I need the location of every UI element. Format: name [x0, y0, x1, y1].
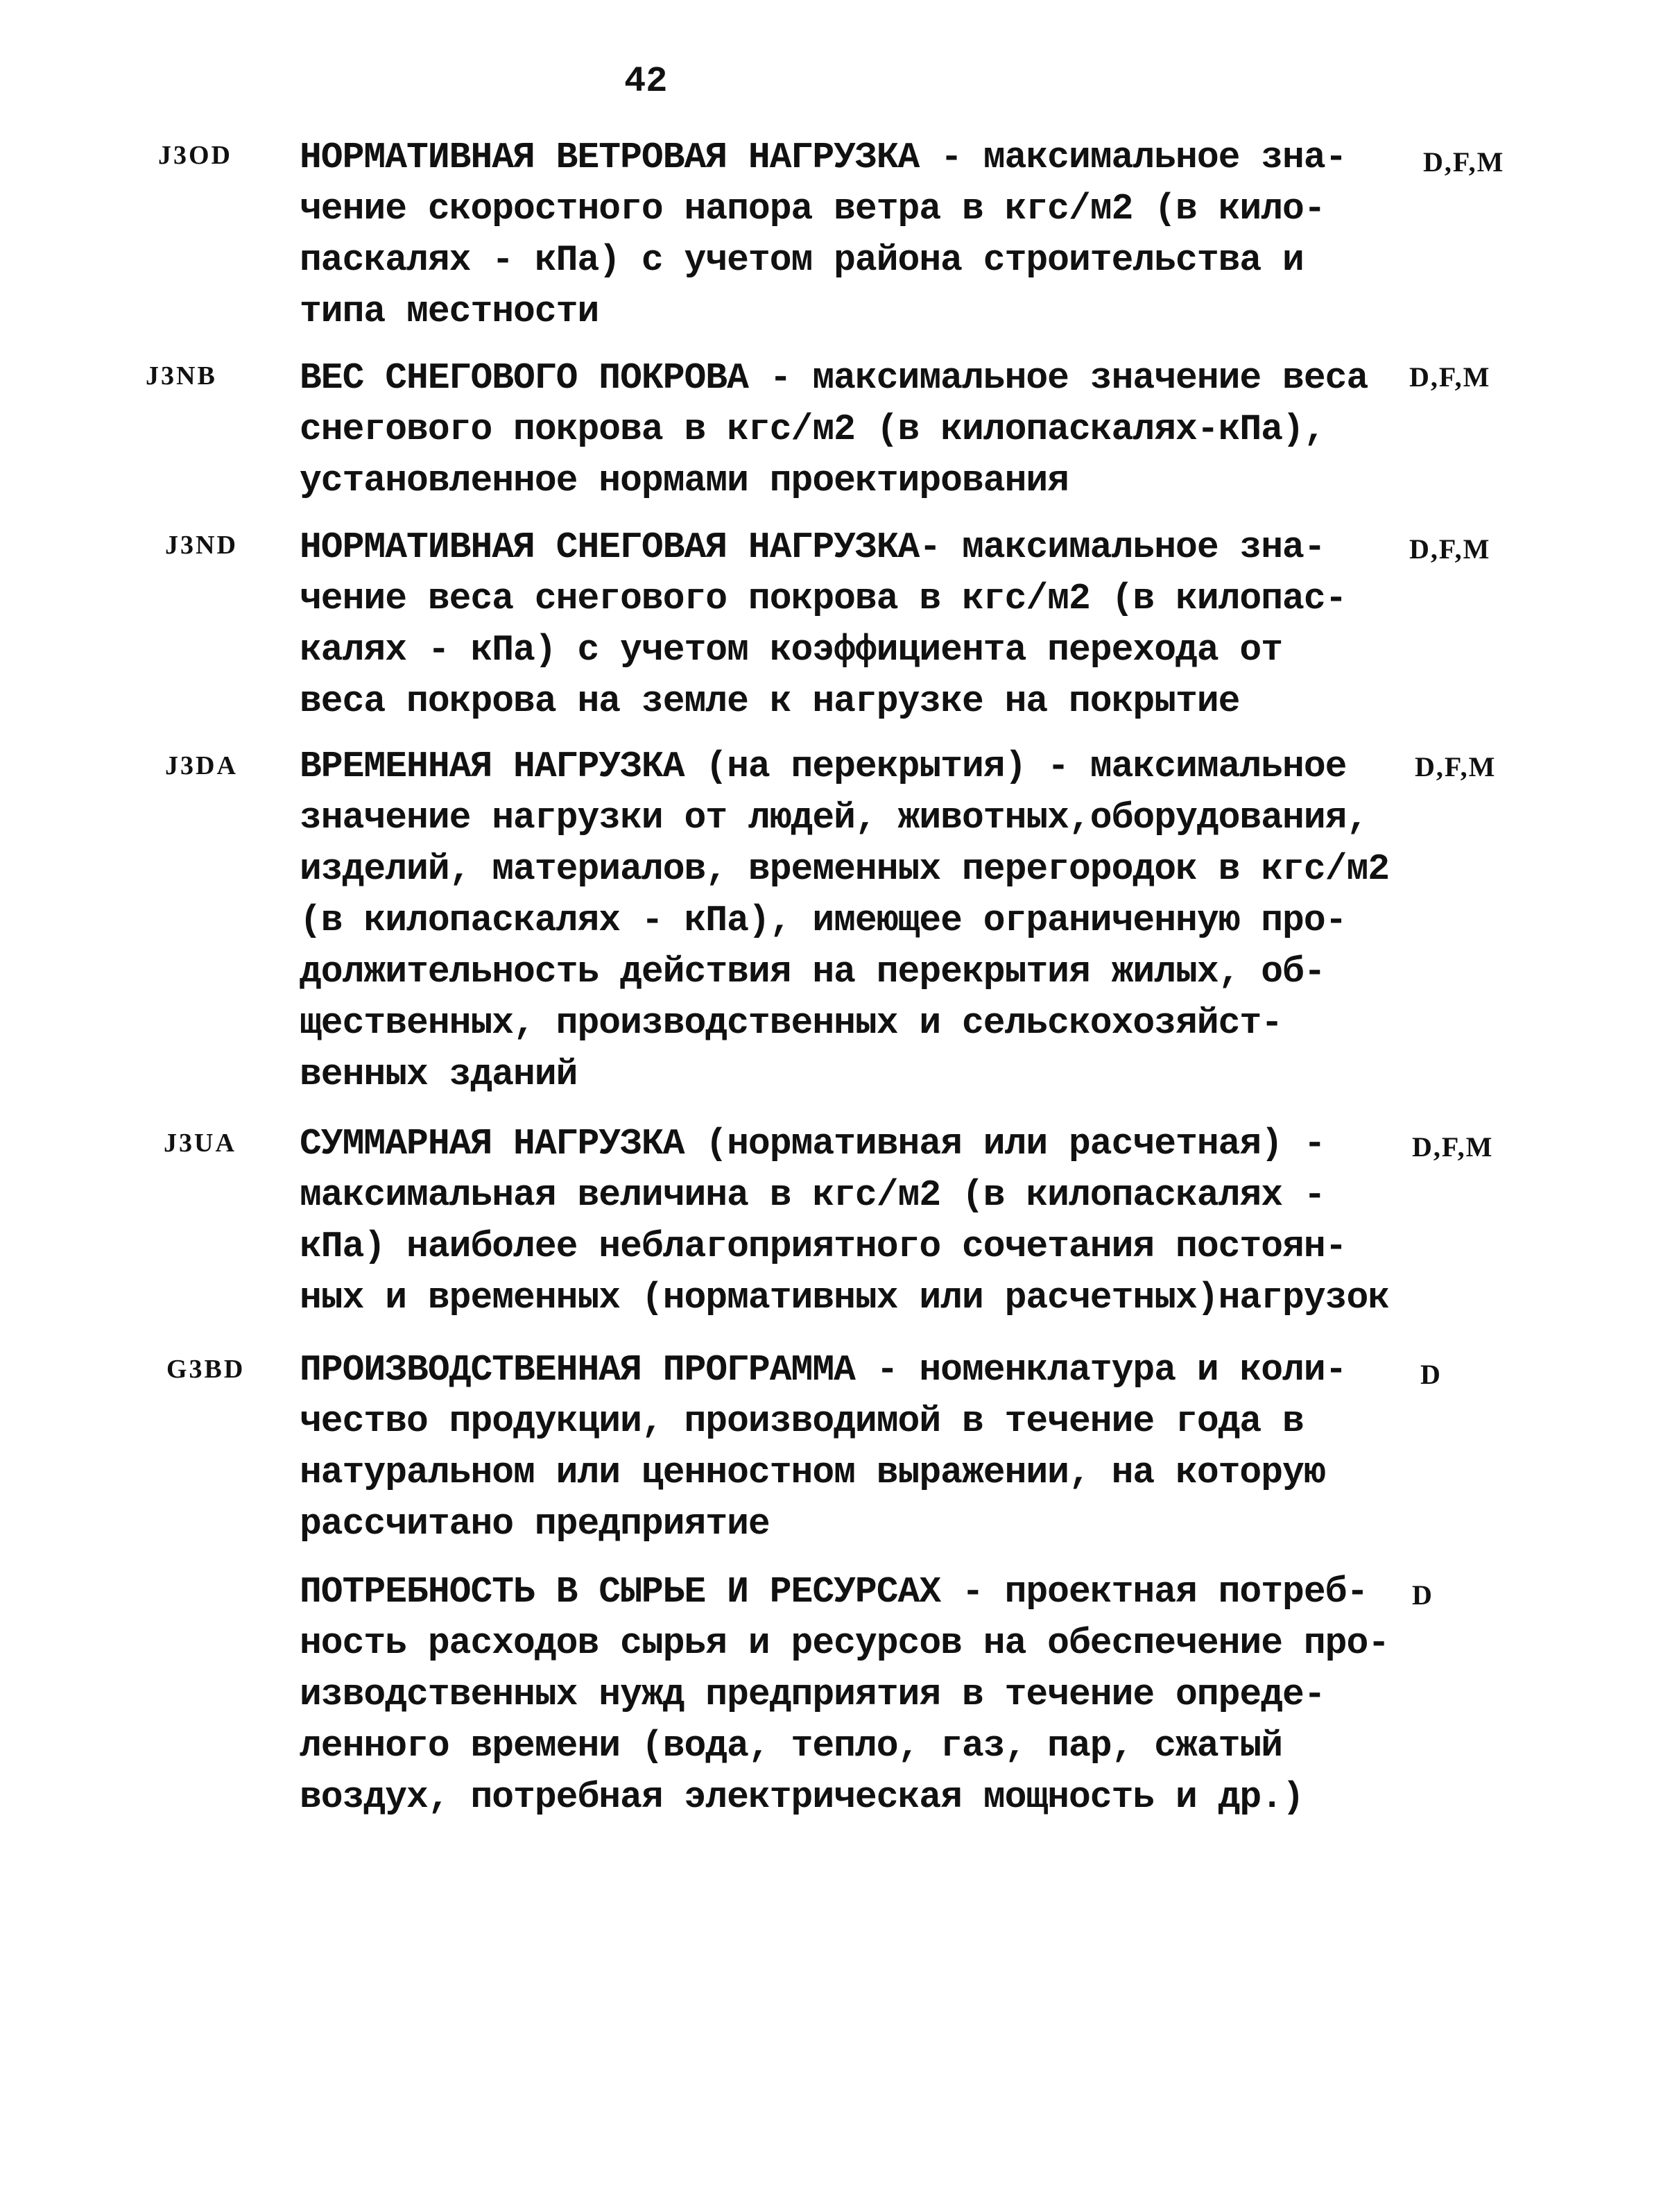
description-line: должительность действия на перекрытия жилых, об- — [300, 951, 1325, 993]
description-line: значение нагрузки от людей, животных,оборудования, — [300, 797, 1368, 839]
description-line: типа местности — [300, 291, 599, 332]
entry-description — [300, 352, 1423, 506]
description-line: паскалях - кПа) с учетом района строительства и — [300, 239, 1304, 281]
description-line: изделий, материалов, временных перегородок в кгс/м2 — [300, 848, 1390, 890]
entry-flags: D,F,M — [1415, 751, 1497, 782]
description-line: СУММАРНАЯ НАГРУЗКА (нормативная или расчетная) - — [300, 1123, 1325, 1165]
entry-description — [300, 522, 1423, 727]
description-line: ных и временных (нормативных или расчетных)нагрузок — [300, 1277, 1390, 1319]
description-line: веса покрова на земле к нагрузке на покрытие — [300, 680, 1240, 722]
description-line: чение веса снегового покрова в кгс/м2 (в килопас- — [300, 578, 1347, 619]
description-line: ВЕС СНЕГОВОГО ПОКРОВА - максимальное значение веса — [300, 357, 1368, 399]
entry-description — [300, 132, 1423, 337]
entry-flags: D,F,M — [1409, 361, 1491, 393]
description-line: снегового покрова в кгс/м2 (в килопаскалях-кПа), — [300, 409, 1325, 450]
entry-code: J3DA — [165, 751, 238, 780]
entry-description — [300, 1566, 1423, 1823]
description-line: калях - кПа) с учетом коэффициента перехода от — [300, 629, 1283, 671]
entry-flags: D,F,M — [1423, 146, 1505, 178]
description-line: ПРОИЗВОДСТВЕННАЯ ПРОГРАММА - номенклатура и коли- — [300, 1349, 1347, 1391]
entry-code: G3BD — [166, 1355, 246, 1384]
entry-code: J3NB — [146, 361, 217, 391]
entry-flags: D,F,M — [1409, 533, 1491, 565]
description-line: установленное нормами проектирования — [300, 460, 1069, 501]
entry-code: J3UA — [164, 1129, 236, 1158]
description-line: венных зданий — [300, 1054, 578, 1095]
description-line: ПОТРЕБНОСТЬ В СЫРЬЕ И РЕСУРСАХ - проектная потреб- — [300, 1571, 1368, 1613]
entry-code: J3OD — [158, 141, 232, 170]
entry-description — [300, 741, 1423, 1100]
description-line: натуральном или ценностном выражении, на которую — [300, 1452, 1325, 1493]
entry-code: J3ND — [165, 531, 238, 560]
description-line: НОРМАТИВНАЯ ВЕТРОВАЯ НАГРУЗКА - максимальное зна- — [300, 137, 1347, 178]
page-number: 42 — [624, 61, 668, 102]
description-line: воздух, потребная электрическая мощность и др.) — [300, 1776, 1304, 1818]
entry-flags: D,F,M — [1412, 1131, 1494, 1163]
description-line: кПа) наиболее неблагоприятного сочетания постоян- — [300, 1226, 1347, 1267]
entry-flags: D — [1420, 1359, 1442, 1390]
entry-description — [300, 1344, 1423, 1550]
entry-flags: D — [1412, 1579, 1433, 1611]
description-line: ленного времени (вода, тепло, газ, пар, сжатый — [300, 1725, 1283, 1767]
entry-description — [300, 1118, 1423, 1323]
description-line: НОРМАТИВНАЯ СНЕГОВАЯ НАГРУЗКА- максимальное зна- — [300, 526, 1325, 568]
description-line: ВРЕМЕННАЯ НАГРУЗКА (на перекрытия) - максимальное — [300, 746, 1347, 787]
description-line: ность расходов сырья и ресурсов на обеспечение про- — [300, 1622, 1390, 1664]
description-line: максимальная величина в кгс/м2 (в килопаскалях - — [300, 1174, 1325, 1216]
description-line: чение скоростного напора ветра в кгс/м2 (в кило- — [300, 188, 1325, 230]
description-line: щественных, производственных и сельскохозяйст- — [300, 1002, 1283, 1044]
description-line: чество продукции, производимой в течение года в — [300, 1400, 1304, 1442]
description-line: (в килопаскалях - кПа), имеющее ограниченную про- — [300, 900, 1347, 941]
description-line: рассчитано предприятие — [300, 1503, 770, 1545]
description-line: изводственных нужд предприятия в течение опреде- — [300, 1674, 1325, 1715]
